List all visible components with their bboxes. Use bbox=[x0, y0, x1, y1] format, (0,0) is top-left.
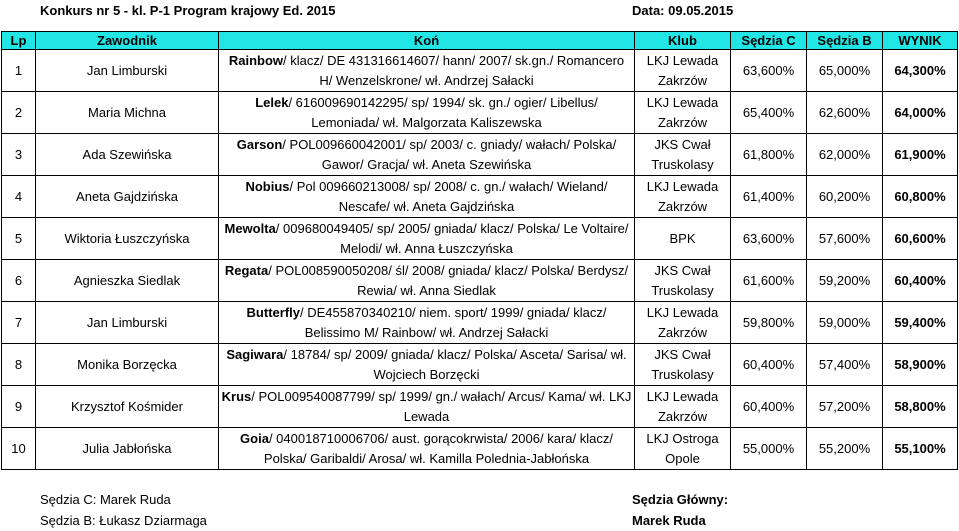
club-location: Zakrzów bbox=[657, 114, 708, 130]
horse-name: Krus bbox=[221, 388, 252, 404]
cell-judge-c: 55,000% bbox=[731, 428, 807, 470]
club-name: LKJ Lewada bbox=[646, 178, 719, 194]
cell-lp: 4 bbox=[2, 176, 36, 218]
cell-horse bbox=[219, 134, 635, 176]
horse-details: / klacz/ DE 431316614607/ hann/ 2007/ sk.gn./ Romancero H/ Wenzelskrone/ wł. Andrzej Sałacki bbox=[283, 52, 625, 88]
club-name: LKJ Lewada bbox=[646, 52, 719, 68]
horse-details: / POL009540087799/ sp/ 1999/ gn./ wałach/ Arcus/ Kama/ wł. LKJ Lewada bbox=[251, 388, 632, 424]
cell-judge-b: 62,600% bbox=[807, 92, 883, 134]
table-row bbox=[2, 218, 958, 260]
cell-judge-b: 59,000% bbox=[807, 302, 883, 344]
cell-horse bbox=[219, 386, 635, 428]
club-location: Zakrzów bbox=[657, 324, 708, 340]
cell-rider: Agnieszka Siedlak bbox=[36, 260, 219, 302]
club-location: Zakrzów bbox=[657, 72, 708, 88]
cell-rider: Wiktoria Łuszczyńska bbox=[36, 218, 219, 260]
cell-judge-c: 61,600% bbox=[731, 260, 807, 302]
cell-lp: 3 bbox=[2, 134, 36, 176]
footer-judges bbox=[40, 489, 207, 531]
table-body bbox=[2, 50, 958, 470]
cell-rider: Jan Limburski bbox=[36, 50, 219, 92]
horse-name: Sagiwara bbox=[226, 346, 284, 362]
cell-result: 60,800% bbox=[883, 176, 958, 218]
cell-judge-c: 60,400% bbox=[731, 386, 807, 428]
cell-lp: 7 bbox=[2, 302, 36, 344]
column-header-result: WYNIK bbox=[883, 32, 958, 50]
results-table bbox=[1, 31, 958, 470]
club-location: Truskolasy bbox=[651, 156, 714, 172]
cell-club bbox=[635, 302, 731, 344]
club-location: Opole bbox=[665, 450, 700, 466]
cell-lp: 1 bbox=[2, 50, 36, 92]
cell-judge-b: 60,200% bbox=[807, 176, 883, 218]
table-header-row bbox=[2, 32, 958, 50]
column-header-judge-c: Sędzia C bbox=[731, 32, 807, 50]
horse-details: / 616009690142295/ sp/ 1994/ sk. gn./ ogier/ Libellus/ Lemoniada/ wł. Malgorzata Kaliszewska bbox=[288, 94, 598, 130]
club-name: LKJ Ostroga bbox=[646, 430, 719, 446]
horse-details: / Pol 009660213008/ sp/ 2008/ c. gn./ wałach/ Wieland/ Nescafe/ wł. Aneta Gajdzińska bbox=[289, 178, 608, 214]
cell-horse bbox=[219, 50, 635, 92]
table-row bbox=[2, 302, 958, 344]
club-name: JKS Cwał bbox=[654, 262, 711, 278]
horse-details: / 18784/ sp/ 2009/ gniada/ klacz/ Polska/ Asceta/ Sarisa/ wł. Wojciech Borzęcki bbox=[283, 346, 627, 382]
horse-name: Goia bbox=[240, 430, 269, 446]
cell-club bbox=[635, 386, 731, 428]
horse-name: Butterfly bbox=[246, 304, 300, 320]
horse-name: Regata bbox=[224, 262, 269, 278]
cell-judge-c: 65,400% bbox=[731, 92, 807, 134]
cell-judge-b: 62,000% bbox=[807, 134, 883, 176]
table-row bbox=[2, 386, 958, 428]
competition-title: Konkurs nr 5 - kl. P-1 Program krajowy Ed. 2015 bbox=[40, 3, 336, 18]
club-location: Zakrzów bbox=[657, 198, 708, 214]
cell-lp: 2 bbox=[2, 92, 36, 134]
cell-horse bbox=[219, 218, 635, 260]
club-location: Zakrzów bbox=[657, 408, 708, 424]
horse-details: / POL009660042001/ sp/ 2003/ c. gniady/ wałach/ Polska/ Gawor/ Gracja/ wł. Aneta Szewińska bbox=[282, 136, 617, 172]
cell-horse bbox=[219, 176, 635, 218]
horse-name: Mewolta bbox=[224, 220, 276, 236]
cell-judge-b: 57,400% bbox=[807, 344, 883, 386]
column-header-lp: Lp bbox=[2, 32, 36, 50]
column-header-club: Klub bbox=[635, 32, 731, 50]
cell-result: 60,400% bbox=[883, 260, 958, 302]
club-name: JKS Cwał bbox=[654, 346, 711, 362]
cell-club bbox=[635, 92, 731, 134]
column-header-rider: Zawodnik bbox=[36, 32, 219, 50]
cell-result: 64,300% bbox=[883, 50, 958, 92]
cell-lp: 10 bbox=[2, 428, 36, 470]
cell-horse bbox=[219, 344, 635, 386]
club-name: LKJ Lewada bbox=[646, 304, 719, 320]
horse-details: / DE455870340210/ niem. sport/ 1999/ gniada/ klacz/ Belissimo M/ Rainbow/ wł. Andrzej Sałacki bbox=[300, 304, 607, 340]
club-location: Truskolasy bbox=[651, 282, 714, 298]
horse-details: / 009680049405/ sp/ 2005/ gniada/ klacz/ Polska/ Le Voltaire/ Melodi/ wł. Anna Łuszczyńska bbox=[275, 220, 629, 256]
cell-lp: 5 bbox=[2, 218, 36, 260]
cell-judge-c: 60,400% bbox=[731, 344, 807, 386]
table-row bbox=[2, 260, 958, 302]
cell-result: 60,600% bbox=[883, 218, 958, 260]
cell-lp: 8 bbox=[2, 344, 36, 386]
column-header-judge-b: Sędzia B bbox=[807, 32, 883, 50]
cell-rider: Ada Szewińska bbox=[36, 134, 219, 176]
cell-club bbox=[635, 134, 731, 176]
cell-judge-b: 65,000% bbox=[807, 50, 883, 92]
horse-name: Lelek bbox=[255, 94, 289, 110]
club-name: LKJ Lewada bbox=[646, 94, 719, 110]
cell-result: 59,400% bbox=[883, 302, 958, 344]
column-header-horse: Koń bbox=[219, 32, 635, 50]
cell-club bbox=[635, 260, 731, 302]
cell-rider: Maria Michna bbox=[36, 92, 219, 134]
cell-judge-b: 59,200% bbox=[807, 260, 883, 302]
cell-judge-c: 63,600% bbox=[731, 50, 807, 92]
cell-lp: 9 bbox=[2, 386, 36, 428]
club-name: BPK bbox=[669, 230, 696, 246]
club-name: JKS Cwał bbox=[654, 136, 711, 152]
cell-result: 64,000% bbox=[883, 92, 958, 134]
horse-details: / POL008590050208/ śl/ 2008/ gniada/ klacz/ Polska/ Berdysz/ Rewia/ wł. Anna Siedlak bbox=[268, 262, 629, 298]
table-row bbox=[2, 92, 958, 134]
horse-name: Rainbow bbox=[228, 52, 284, 68]
horse-name: Garson bbox=[236, 136, 283, 152]
horse-details: / 040018710006706/ aust. gorącokrwista/ 2006/ kara/ klacz/ Polska/ Garibaldi/ Arosa/ wł. Kamilla Polednia-Jabłońska bbox=[263, 430, 613, 466]
cell-result: 58,900% bbox=[883, 344, 958, 386]
cell-result: 61,900% bbox=[883, 134, 958, 176]
cell-club bbox=[635, 344, 731, 386]
cell-result: 55,100% bbox=[883, 428, 958, 470]
cell-club bbox=[635, 176, 731, 218]
cell-judge-c: 61,800% bbox=[731, 134, 807, 176]
horse-name: Nobius bbox=[245, 178, 290, 194]
cell-rider: Jan Limburski bbox=[36, 302, 219, 344]
club-location: Truskolasy bbox=[651, 366, 714, 382]
competition-date: Data: 09.05.2015 bbox=[632, 3, 734, 18]
chief-judge-label: Sędzia Główny: bbox=[632, 492, 729, 507]
footer-chief-judge bbox=[632, 489, 728, 531]
cell-judge-b: 55,200% bbox=[807, 428, 883, 470]
chief-judge-name: Marek Ruda bbox=[632, 513, 706, 528]
cell-club bbox=[635, 428, 731, 470]
cell-rider: Monika Borzęcka bbox=[36, 344, 219, 386]
cell-club bbox=[635, 218, 731, 260]
cell-judge-b: 57,200% bbox=[807, 386, 883, 428]
cell-rider: Krzysztof Kośmider bbox=[36, 386, 219, 428]
cell-judge-c: 59,800% bbox=[731, 302, 807, 344]
table-row bbox=[2, 176, 958, 218]
club-name: LKJ Lewada bbox=[646, 388, 719, 404]
cell-judge-c: 63,600% bbox=[731, 218, 807, 260]
table-row bbox=[2, 428, 958, 470]
table-row bbox=[2, 134, 958, 176]
cell-judge-c: 61,400% bbox=[731, 176, 807, 218]
table-row bbox=[2, 344, 958, 386]
cell-lp: 6 bbox=[2, 260, 36, 302]
footer-judge-b: Sędzia B: Łukasz Dziarmaga bbox=[40, 513, 207, 528]
cell-horse bbox=[219, 92, 635, 134]
cell-horse bbox=[219, 428, 635, 470]
cell-rider: Julia Jabłońska bbox=[36, 428, 219, 470]
table-row bbox=[2, 50, 958, 92]
cell-judge-b: 57,600% bbox=[807, 218, 883, 260]
footer-judge-c: Sędzia C: Marek Ruda bbox=[40, 492, 171, 507]
cell-horse bbox=[219, 302, 635, 344]
cell-rider: Aneta Gajdzińska bbox=[36, 176, 219, 218]
cell-horse bbox=[219, 260, 635, 302]
cell-club bbox=[635, 50, 731, 92]
page-header bbox=[0, 0, 959, 20]
cell-result: 58,800% bbox=[883, 386, 958, 428]
